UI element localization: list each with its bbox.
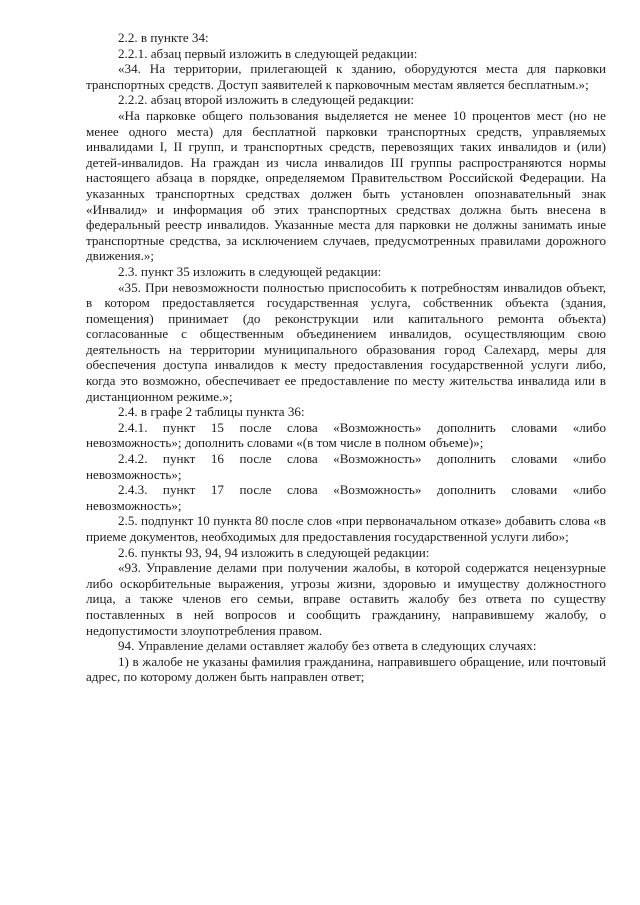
paragraph-quote-93: «93. Управление делами при получении жалобы, в которой содержатся нецензурные либо оскорбительные выражения, угрозы жизни, здоровью и имуществу должностного лица, а также членов его семьи, вправе оставить жалобу без ответа по существу поставленных в ней вопросов и сообщить гражданину, направившему жалобу, о недопустимости злоупотребления правом. xyxy=(86,560,606,638)
paragraph-quote-34: «34. На территории, прилегающей к зданию, оборудуются места для парковки транспортных средств. Доступ заявителей к парковочным местам является бесплатным.»; xyxy=(86,61,606,92)
paragraph-94: 94. Управление делами оставляет жалобу без ответа в следующих случаях: xyxy=(118,638,537,654)
paragraph-2-5: 2.5. подпункт 10 пункта 80 после слов «при первоначальном отказе» добавить слова «в приеме документов, необходимых для предоставления государственной услуги либо»; xyxy=(86,513,606,544)
paragraph-quote-35: «35. При невозможности полностью приспособить к потребностям инвалидов объект, в котором предоставляется государственная услуга, собственник объекта (здания, помещения) принимает (до реконструкции или капитального ремонта объекта) согласованные с общественным объединением инвалидов, осуществляющим свою деятельность на территории муниципального образования город Салехард, меры для обеспечения доступа инвалидов к месту предоставления государственной услуги либо, когда это возможно, обеспечивает ее предоставление по месту жительства инвалида или в дистанционном режиме.»; xyxy=(86,279,606,404)
paragraph-2-4-2: 2.4.2. пункт 16 после слова «Возможность» дополнить словами «либо невозможность»; xyxy=(86,451,606,482)
paragraph-2-2-2: 2.2.2. абзац второй изложить в следующей редакции: xyxy=(118,92,415,108)
paragraph-2-2: 2.2. в пункте 34: xyxy=(118,30,209,45)
paragraph-2-4-3: 2.4.3. пункт 17 после слова «Возможность» дополнить словами «либо невозможность»; xyxy=(86,482,606,513)
paragraph-2-4-1: 2.4.1. пункт 15 после слова «Возможность» дополнить словами «либо невозможность»; дополнить словами «(в том числе в полном объеме)»; xyxy=(86,419,606,451)
paragraph-quote-parking: «На парковке общего пользования выделяется не менее 10 процентов мест (но не менее одного места) для бесплатной парковки транспортных средств, управляемых инвалидами I, II групп, и транспортных средств, перевозящих таких инвалидов и (или) детей-инвалидов. На граждан из числа инвалидов III группы распространяются нормы настоящего абзаца в порядке, определяемом Правительством Российской Федерации. На указанных транспортных средствах должен быть установлен опознавательный знак «Инвалид» и информация об этих транспортных средствах должна быть внесена в федеральный реестр инвалидов. Указанные места для парковки не должны занимать иные транспортные средства, за исключением случаев, предусмотренных правилами дорожного движения.»; xyxy=(86,107,606,264)
paragraph-2-2-1: 2.2.1. абзац первый изложить в следующей редакции: xyxy=(118,45,418,61)
paragraph-2-6: 2.6. пункты 93, 94, 94 изложить в следующей редакции: xyxy=(118,544,430,560)
paragraph-2-3: 2.3. пункт 35 изложить в следующей редакции: xyxy=(118,263,382,279)
paragraph-94-1: 1) в жалобе не указаны фамилия гражданина, направившего обращение, или почтовый адрес, по которому должен быть направлен ответ; xyxy=(86,653,606,685)
document-body xyxy=(86,30,606,685)
paragraph-2-4: 2.4. в графе 2 таблицы пункта 36: xyxy=(118,404,305,420)
